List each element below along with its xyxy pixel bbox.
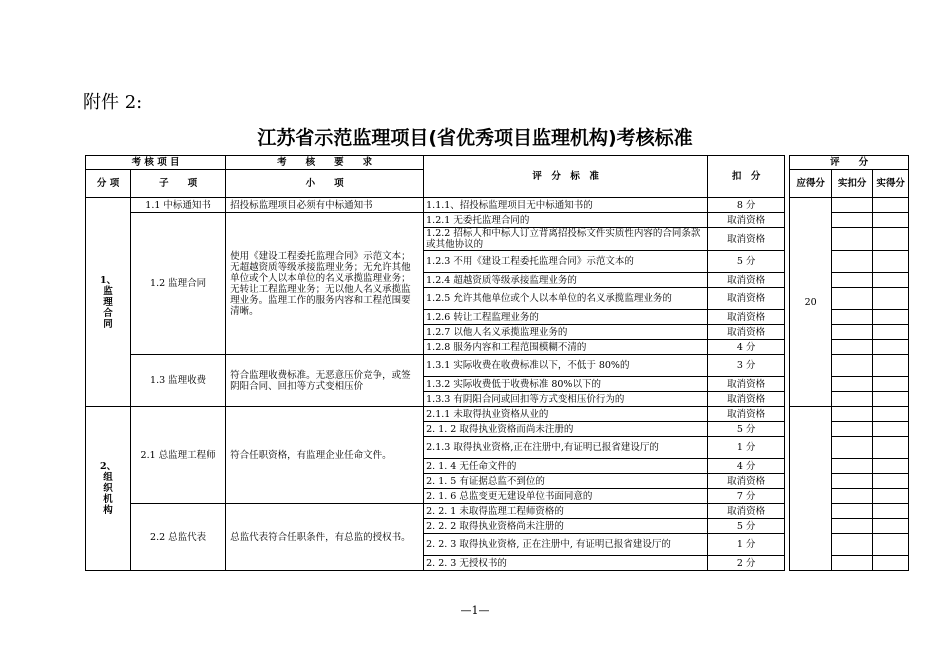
criterion-deduct: 5 分 <box>708 422 785 437</box>
header-fenxiang: 分 项 <box>86 170 131 198</box>
table-row <box>86 213 909 228</box>
shidefen-cell <box>873 407 909 422</box>
criterion-deduct: 1 分 <box>708 534 785 556</box>
header-xiaoxiang: 小 项 <box>226 170 424 198</box>
criterion-deduct: 取消资格 <box>708 273 785 288</box>
shidefen-cell <box>873 556 909 571</box>
header-pingfen-biaozhun: 评 分 标 准 <box>424 156 708 198</box>
shikoufen-cell <box>832 556 873 571</box>
criterion-text: 2. 2. 3 无授权书的 <box>424 556 708 571</box>
criterion-deduct: 8 分 <box>708 198 785 213</box>
shidefen-cell <box>873 377 909 392</box>
shidefen-cell <box>873 459 909 474</box>
subitem-requirement: 使用《建设工程委托监理合同》示范文本；无超越资质等级承接监理业务；无允许其他单位或个人以本单位的名义承揽监理业务；无转让工程监理业务；无以他人名义承揽监理业务。监理工作的服务内容和工程范围要清晰。 <box>226 213 424 355</box>
shidefen-cell <box>873 340 909 355</box>
shidefen-cell <box>873 251 909 273</box>
criterion-deduct: 5 分 <box>708 251 785 273</box>
shidefen-cell <box>873 504 909 519</box>
shikoufen-cell <box>832 474 873 489</box>
spacer-cell <box>785 288 790 310</box>
shikoufen-cell <box>832 422 873 437</box>
subitem-name: 1.3 监理收费 <box>131 355 226 407</box>
page-number: —1— <box>460 604 490 617</box>
section-score <box>790 407 832 571</box>
criterion-deduct: 取消资格 <box>708 407 785 422</box>
subitem-requirement: 符合监理收费标准。无恶意压价竞争，或签阴阳合同、回扣等方式变相压价 <box>226 355 424 407</box>
criterion-deduct: 3 分 <box>708 355 785 377</box>
criterion-text: 1.1.1、招投标监理项目无中标通知书的 <box>424 198 708 213</box>
spacer-cell <box>785 325 790 340</box>
shidefen-cell <box>873 534 909 556</box>
criterion-deduct: 取消资格 <box>708 504 785 519</box>
shikoufen-cell <box>832 355 873 377</box>
spacer-cell <box>785 534 790 556</box>
spacer-cell <box>785 437 790 459</box>
shidefen-cell <box>873 437 909 459</box>
subitem-name: 1.1 中标通知书 <box>131 198 226 213</box>
spacer-cell <box>785 556 790 571</box>
criterion-deduct: 7 分 <box>708 489 785 504</box>
spacer-cell <box>785 355 790 377</box>
shidefen-cell <box>873 310 909 325</box>
shikoufen-cell <box>832 340 873 355</box>
criterion-deduct: 取消资格 <box>708 474 785 489</box>
criterion-text: 1.2.4 超越资质等级承接监理业务的 <box>424 273 708 288</box>
criterion-text: 2. 2. 1 未取得监理工程师资格的 <box>424 504 708 519</box>
criterion-text: 1.2.7 以他人名义承揽监理业务的 <box>424 325 708 340</box>
criterion-text: 1.3.1 实际收费在收费标准以下，不低于 80%的 <box>424 355 708 377</box>
assessment-table <box>85 155 909 571</box>
criterion-deduct: 取消资格 <box>708 213 785 228</box>
criterion-deduct: 取消资格 <box>708 228 785 251</box>
shidefen-cell <box>873 273 909 288</box>
shidefen-cell <box>873 213 909 228</box>
header-kaohe-yaoqiu: 考 核 要 求 <box>226 156 424 170</box>
criterion-deduct: 取消资格 <box>708 288 785 310</box>
criterion-deduct: 4 分 <box>708 459 785 474</box>
criterion-text: 1.2.6 转让工程监理业务的 <box>424 310 708 325</box>
shikoufen-cell <box>832 489 873 504</box>
header-pingfen: 评 分 <box>790 156 909 170</box>
shikoufen-cell <box>832 273 873 288</box>
spacer-cell <box>785 422 790 437</box>
criterion-deduct: 取消资格 <box>708 325 785 340</box>
criterion-text: 2. 1. 4 无任命文件的 <box>424 459 708 474</box>
criterion-text: 1.2.2 招标人和中标人订立背离招投标文件实质性内容的合同条款或其他协议的 <box>424 228 708 251</box>
header-shidefen: 实得分 <box>873 170 909 198</box>
criterion-text: 1.3.3 有阴阳合同或回扣等方式变相压价行为的 <box>424 392 708 407</box>
criterion-deduct: 取消资格 <box>708 310 785 325</box>
criterion-text: 1.2.3 不用《建设工程委托监理合同》示范文本的 <box>424 251 708 273</box>
shikoufen-cell <box>832 310 873 325</box>
spacer-cell <box>785 273 790 288</box>
shidefen-cell <box>873 474 909 489</box>
criterion-text: 2. 1. 6 总监变更无建设单位书面同意的 <box>424 489 708 504</box>
section-score: 20 <box>790 198 832 407</box>
shikoufen-cell <box>832 392 873 407</box>
table-row <box>86 355 909 377</box>
shikoufen-cell <box>832 534 873 556</box>
spacer-cell <box>785 377 790 392</box>
criterion-deduct: 取消资格 <box>708 392 785 407</box>
spacer-cell <box>785 213 790 228</box>
shikoufen-cell <box>832 459 873 474</box>
criterion-text: 2.1.1 未取得执业资格从业的 <box>424 407 708 422</box>
criterion-deduct: 1 分 <box>708 437 785 459</box>
criterion-text: 1.3.2 实际收费低于收费标准 80%以下的 <box>424 377 708 392</box>
subitem-requirement: 符合任职资格，有监理企业任命文件。 <box>226 407 424 504</box>
criterion-text: 1.2.1 无委托监理合同的 <box>424 213 708 228</box>
criterion-text: 2. 2. 2 取得执业资格尚未注册的 <box>424 519 708 534</box>
spacer-cell <box>785 251 790 273</box>
header-koufen: 扣 分 <box>708 156 785 198</box>
spacer-cell <box>785 310 790 325</box>
section-name: 2、组织机构 <box>86 407 131 571</box>
header-yingdefen: 应得分 <box>790 170 832 198</box>
subitem-requirement: 总监代表符合任职条件，有总监的授权书。 <box>226 504 424 571</box>
spacer-cell <box>785 459 790 474</box>
shidefen-cell <box>873 519 909 534</box>
shidefen-cell <box>873 228 909 251</box>
subitem-requirement: 招投标监理项目必须有中标通知书 <box>226 198 424 213</box>
criterion-text: 2. 1. 2 取得执业资格而尚未注册的 <box>424 422 708 437</box>
shidefen-cell <box>873 288 909 310</box>
spacer-cell <box>785 474 790 489</box>
header-kaohe-xiangmu: 考 核 项 目 <box>86 156 226 170</box>
shikoufen-cell <box>832 325 873 340</box>
shikoufen-cell <box>832 437 873 459</box>
shidefen-cell <box>873 198 909 213</box>
subitem-name: 2.2 总监代表 <box>131 504 226 571</box>
criterion-text: 1.2.8 服务内容和工程范围模糊不清的 <box>424 340 708 355</box>
shikoufen-cell <box>832 251 873 273</box>
criterion-text: 2. 2. 3 取得执业资格, 正在注册中, 有证明已报省建设厅的 <box>424 534 708 556</box>
shikoufen-cell <box>832 198 873 213</box>
shikoufen-cell <box>832 407 873 422</box>
shidefen-cell <box>873 422 909 437</box>
shidefen-cell <box>873 392 909 407</box>
spacer-cell <box>785 489 790 504</box>
shikoufen-cell <box>832 377 873 392</box>
shikoufen-cell <box>832 519 873 534</box>
shikoufen-cell <box>832 228 873 251</box>
subitem-name: 2.1 总监理工程师 <box>131 407 226 504</box>
criterion-text: 1.2.5 允许其他单位或个人以本单位的名义承揽监理业务的 <box>424 288 708 310</box>
table-row <box>86 407 909 422</box>
criterion-text: 2. 1. 5 有证据总监不到位的 <box>424 474 708 489</box>
page-title: 江苏省示范监理项目(省优秀项目监理机构)考核标准 <box>257 127 693 149</box>
shidefen-cell <box>873 489 909 504</box>
spacer-cell <box>785 504 790 519</box>
criterion-deduct: 2 分 <box>708 556 785 571</box>
shidefen-cell <box>873 325 909 340</box>
spacer-cell <box>785 228 790 251</box>
criterion-deduct: 取消资格 <box>708 377 785 392</box>
table-row <box>86 198 909 213</box>
header-zixiang: 子 项 <box>131 170 226 198</box>
spacer-cell <box>785 340 790 355</box>
attachment-label: 附件 2: <box>83 92 143 113</box>
subitem-name: 1.2 监理合同 <box>131 213 226 355</box>
header-shikoufen: 实扣分 <box>832 170 873 198</box>
spacer-cell <box>785 519 790 534</box>
shikoufen-cell <box>832 213 873 228</box>
table-row <box>86 504 909 519</box>
criterion-text: 2.1.3 取得执业资格,正在注册中,有证明已报省建设厅的 <box>424 437 708 459</box>
spacer-cell <box>785 392 790 407</box>
shikoufen-cell <box>832 288 873 310</box>
criterion-deduct: 4 分 <box>708 340 785 355</box>
shidefen-cell <box>873 355 909 377</box>
criterion-deduct: 5 分 <box>708 519 785 534</box>
section-name: 1、监理合同 <box>86 198 131 407</box>
shikoufen-cell <box>832 504 873 519</box>
